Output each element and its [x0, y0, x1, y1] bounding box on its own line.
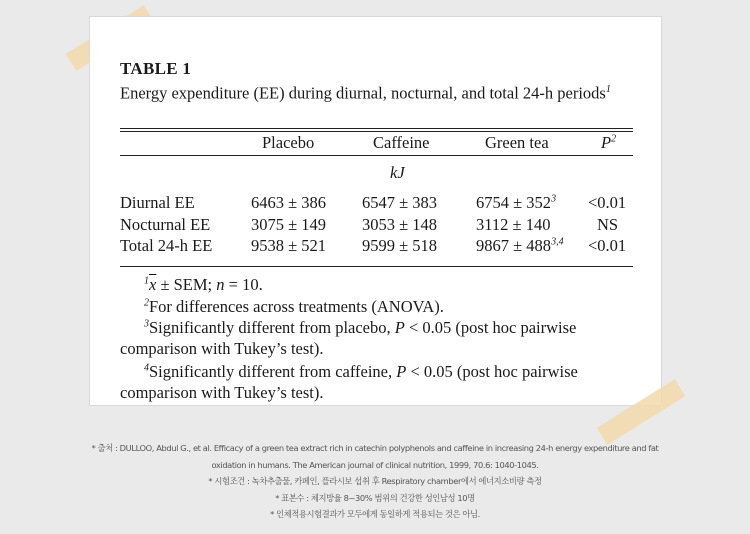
- cell-green-tea: 3112 ± 140: [476, 215, 551, 234]
- cell-placebo: 9538 ± 521: [251, 236, 327, 255]
- col-header-green-tea: Green tea: [485, 133, 549, 152]
- footnote-3: $^3$Significantly different from placebo, P < 0.05 (post hoc pairwise comparison with Tukey’s test).: [120, 317, 577, 358]
- cell-caffeine: 6547 ± 383: [362, 193, 438, 212]
- cell-caffeine: 3053 ± 148: [362, 215, 438, 234]
- bottom-rule: [120, 266, 633, 267]
- col-header-caffeine: Caffeine: [373, 133, 430, 152]
- footnote-1: $^1\overline{x}$ ± SEM; n = 10.: [144, 274, 263, 294]
- top-rule: [120, 128, 633, 129]
- cell-placebo: 3075 ± 149: [251, 215, 327, 234]
- source-notes: [0, 440, 750, 523]
- table-caption: Energy expenditure (EE) during diurnal, nocturnal, and total 24-h periods$^1$: [120, 83, 611, 103]
- row-label: Nocturnal EE: [120, 215, 211, 234]
- row-label: Diurnal EE: [120, 193, 195, 212]
- note-line: oxidation in humans. The American journal of clinical nutrition, 1999, 70.6: 1040-1045.: [211, 459, 539, 470]
- unit-label: kJ: [390, 163, 405, 182]
- footnote-2: $^2$For differences across treatments (ANOVA).: [144, 296, 444, 316]
- footnote-4: $^4$Significantly different from caffeine, P < 0.05 (post hoc pairwise comparison with Tukey’s test).: [120, 361, 578, 402]
- header-rule: [120, 155, 633, 156]
- note-line: * 시험조건 : 녹차추출물, 카페인, 플라시보 섭취 후 Respiratory chamber에서 에너지소비량 측정: [208, 476, 542, 486]
- note-line: * 표본수 : 체지방율 8~30% 범위의 건강한 성인남성 10명: [275, 492, 475, 503]
- cell-green-tea: $6754 \pm 352^3$: [476, 193, 557, 212]
- cell-p: NS: [597, 215, 619, 234]
- top-rule-double: [120, 131, 633, 132]
- col-header-p: $P^2$: [601, 133, 617, 152]
- cell-placebo: 6463 ± 386: [251, 193, 327, 212]
- col-header-placebo: Placebo: [262, 133, 315, 152]
- row-label: Total 24-h EE: [120, 236, 213, 255]
- cell-p: <0.01: [588, 236, 627, 255]
- table-label: TABLE 1: [120, 59, 192, 78]
- cell-caffeine: 9599 ± 518: [362, 236, 438, 255]
- note-line: * 인체적용시험결과가 모두에게 동일하게 적용되는 것은 아님.: [270, 509, 480, 519]
- note-line: * 출처 : DULLOO, Abdul G., et al. Efficacy of a green tea extract rich in catechin polyphenols and caffeine in increasing 24-h energy expenditure and fat: [91, 443, 659, 453]
- table-card: [89, 16, 662, 406]
- cell-green-tea: $9867 \pm 488^{3,4}$: [476, 236, 564, 255]
- cell-p: <0.01: [588, 193, 627, 212]
